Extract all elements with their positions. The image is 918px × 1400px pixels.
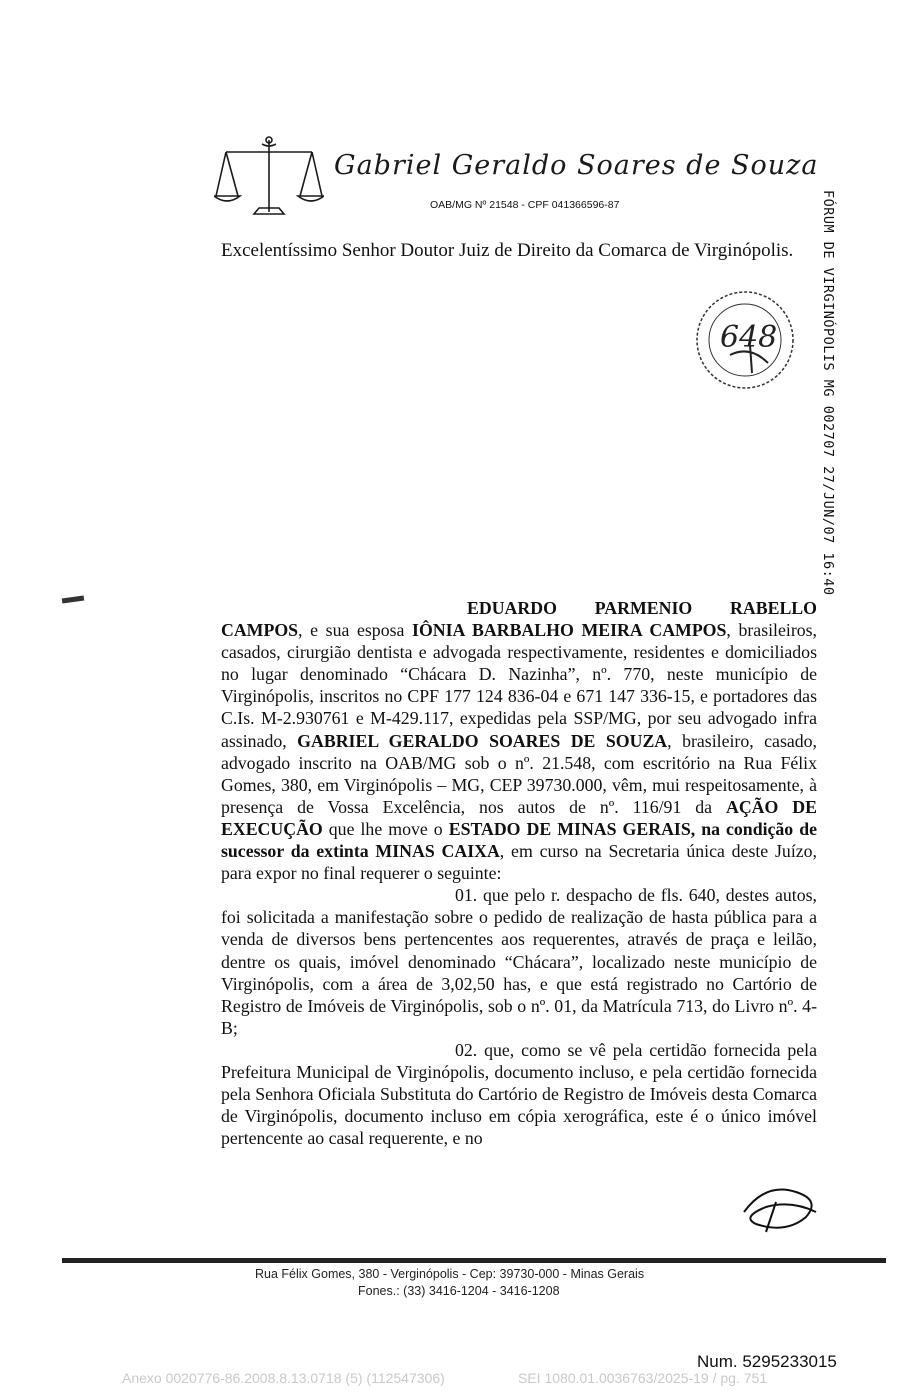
addressee: Excelentíssimo Senhor Doutor Juiz de Direito da Comarca de Virginópolis. [221, 240, 794, 261]
margin-mark [62, 595, 84, 603]
letterhead-registration: OAB/MG Nº 21548 - CPF 041366596-87 [430, 199, 620, 211]
paragraph-3: 02. que, como se vê pela certidão fornecida pela Prefeitura Municipal de Virginópolis, documento incluso, e pela certidão fornecida pela Senhora Oficiala Substituta do Cartório de Registro de Imóveis desta Comarca de Virginópolis, documento incluso em cópia xerográfica, este é o único imóvel pertencente ao casal requerente, e no [221, 1039, 817, 1149]
watermark-anexo: Anexo 0020776-86.2008.8.13.0718 (5) (112547306) [122, 1370, 445, 1386]
text-segment: , em curso na Secretaria única deste Juízo, para expor no final requerer o seguinte: [221, 841, 817, 884]
footer-address: Rua Félix Gomes, 380 - Verginópolis - Cep: 39730-000 - Minas Gerais [255, 1267, 645, 1281]
text-segment: , brasileiro, casado, advogado inscrito na OAB/MG sob o nº. 21.548, com escritório na Rua Félix Gomes, 380, em Virginópolis – MG, CEP 39730.000, vêm, mui respeitosamente, à presença de Vossa Excelência, nos autos de nº. 116/91 da [221, 730, 817, 817]
signature [736, 1172, 826, 1242]
petition-body [221, 597, 817, 1149]
letterhead-name: Gabriel Geraldo Soares de Souza [334, 150, 819, 181]
petitioner-2: IÔNIA BARBALHO MEIRA CAMPOS [412, 620, 727, 641]
footer-phones: Fones.: (33) 3416-1204 - 3416-1208 [358, 1284, 560, 1298]
attorney-name: GABRIEL GERALDO SOARES DE SOUZA [297, 730, 668, 751]
protocol-stamp [812, 190, 838, 596]
court-seal-stamp [690, 285, 800, 395]
text-segment: , e sua esposa [298, 620, 413, 641]
text-segment: que lhe move o [322, 818, 449, 839]
action-title: AÇÃO DE EXECUÇÃO [221, 796, 817, 839]
petitioner-1: EDUARDO PARMENIO RABELLO CAMPOS [221, 598, 817, 641]
footer-rule [62, 1258, 886, 1263]
paragraph-2: 01. que pelo r. despacho de fls. 640, destes autos, foi solicitada a manifestação sobre o pedido de realização de hasta pública para a venda de diversos bens pertencentes aos requerentes, através de praça e leilão, dentre os quais, imóvel denominado “Chácara”, localizado neste município de Virginópolis, com a área de 3,02,50 has, e que está registrado no Cartório de Registro de Imóveis de Virginópolis, sob o nº. 01, da Matrícula 713, do Livro nº. 4-B; [221, 885, 817, 1038]
opposing-party: ESTADO DE MINAS GERAIS, na condição de sucessor da extinta MINAS CAIXA [221, 818, 817, 862]
seal-handwritten-number: 648 [720, 320, 778, 355]
watermark-sei: SEI 1080.01.0036763/2025-19 / pg. 751 [518, 1370, 768, 1386]
protocol-stamp-text: FÓRUM DE VIRGINÓPOLIS MG 002707 27/JUN/07 16:40 [820, 190, 836, 596]
scales-of-justice-icon [214, 134, 324, 220]
paragraph-1 [221, 597, 817, 884]
document-number: Num. 5295233015 [697, 1352, 837, 1371]
text-segment: , brasileiros, casados, cirurgião dentista e advogada respectivamente, residentes e domiciliados no lugar denominado “Chácara D. Nazinha”, nº. 770, neste município de Virginópolis, inscritos no CPF 177 124 836-04 e 671 147 336-15, e portadores das C.Is. M-2.930761 e M-429.117, expedidas pela SSP/MG, por seu advogado infra assinado, [221, 620, 818, 751]
